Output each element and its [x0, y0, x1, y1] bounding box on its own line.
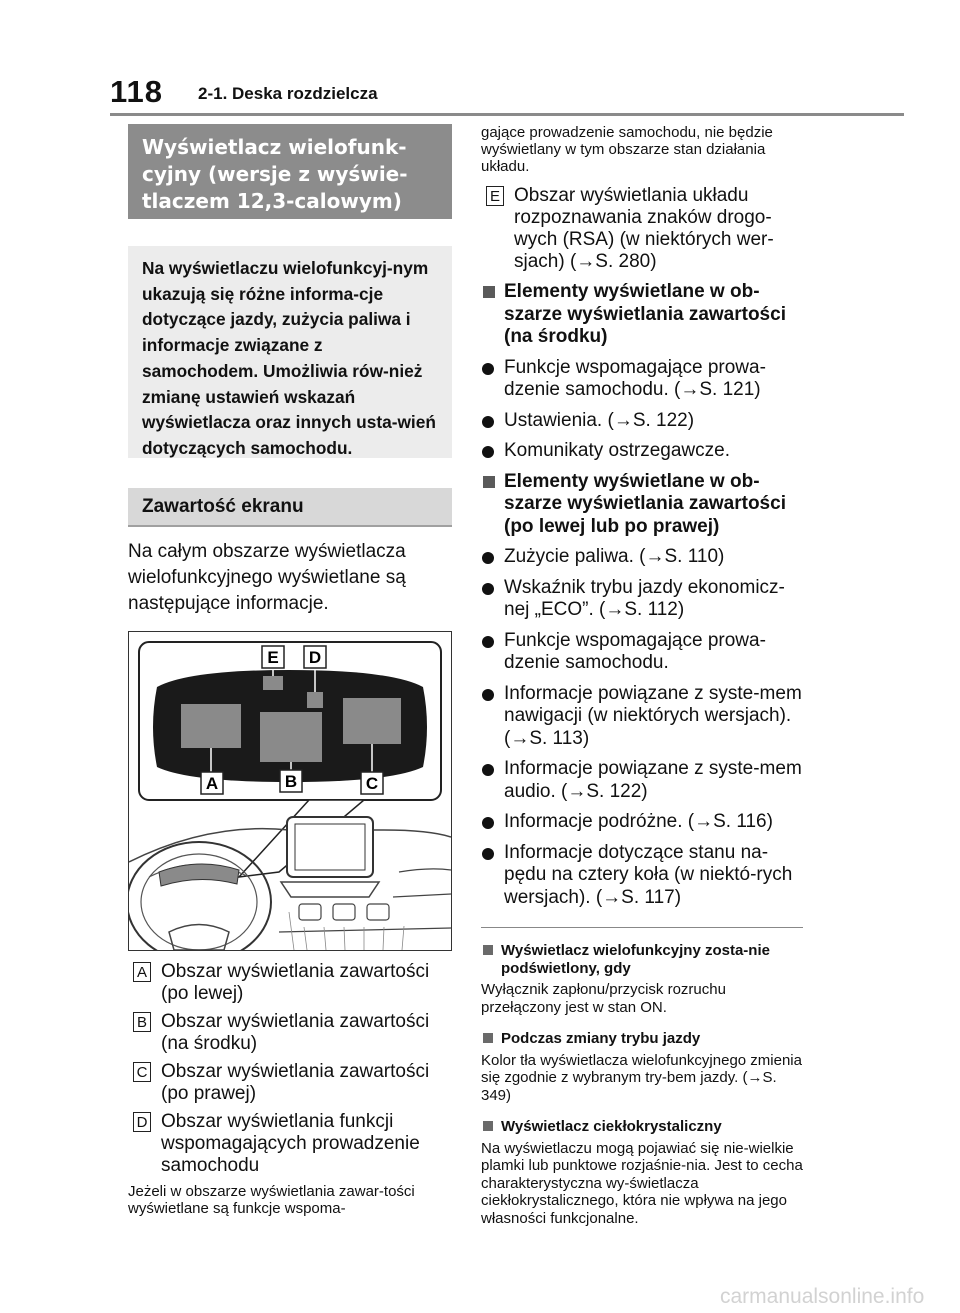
- note-heading: Wyświetlacz ciekłokrystaliczny: [481, 1118, 806, 1136]
- left-column: [128, 124, 452, 1217]
- list-item: Informacje podróżne. (→S. 116): [481, 811, 806, 834]
- header-rule: [110, 113, 904, 116]
- legend-text: Obszar wyświetlania funkcji wspomagających prowadzenie samochodu: [161, 1111, 420, 1176]
- dashboard-drawing: [129, 632, 451, 950]
- bullet-icon: [482, 764, 494, 776]
- heading-center-area: Elementy wyświetlane w ob-szarze wyświetlania zawartości (na środku): [481, 281, 806, 349]
- square-bullet-icon: [483, 945, 493, 955]
- heading-side-area: Elementy wyświetlane w ob-szarze wyświetlania zawartości (po lewej lub po prawej): [481, 471, 806, 539]
- square-bullet-icon: [483, 286, 495, 298]
- topic-title: Wyświetlacz wielofunk-cyjny (wersje z wyświe-tlaczem 12,3-calowym): [128, 124, 452, 219]
- square-bullet-icon: [483, 476, 495, 488]
- note-heading: Wyświetlacz wielofunkcyjny zosta-nie podświetlony, gdy: [481, 942, 806, 977]
- list-item: Informacje powiązane z syste-mem audio. (→S. 122): [481, 758, 806, 803]
- area-b: [260, 712, 322, 762]
- dashboard-illustration: [128, 631, 452, 951]
- legend-text: Obszar wyświetlania zawartości (po prawej): [161, 1061, 430, 1104]
- legend-text: Obszar wyświetlania zawartości (po lewej): [161, 961, 430, 1004]
- square-bullet-icon: [483, 1121, 493, 1131]
- label-b: B: [284, 772, 298, 791]
- note-text: Na wyświetlaczu mogą pojawiać się nie-wielkie plamki lub punktowe rozjaśnie-nia. Jest to cecha charakterystyczna wy-świetlacza ciekłokrystalicznego, która nie wpływa na jego własności funkcjonalne.: [481, 1139, 803, 1227]
- list-item: Informacje dotyczące stanu na-pędu na cztery koła (w niektó-rych wersjach). (→S. 117): [481, 842, 806, 910]
- bullet-icon: [482, 363, 494, 375]
- bullet-icon: [482, 552, 494, 564]
- list-item: Informacje powiązane z syste-mem nawigacji (w niektórych wersjach). (→S. 113): [481, 683, 806, 751]
- area-a: [181, 704, 241, 748]
- body-paragraph: Na całym obszarze wyświetlacza wielofunkcyjnego wyświetlane są następujące informacje.: [128, 541, 406, 614]
- legend-list: [128, 961, 452, 1177]
- divider: [481, 927, 803, 928]
- intro-box: Na wyświetlaczu wielofunkcyj-nym ukazują się różne informa-cje dotyczące jazdy, zużycia paliwa i informacje związane z samochodem. Umożliwia rów-nież zmianę ustawień wskazań wyświetlacza oraz innych usta-wień dotyczących samochodu.: [128, 246, 452, 458]
- bullet-icon: [482, 636, 494, 648]
- page-number: 118: [110, 74, 164, 109]
- page-header: [0, 0, 960, 116]
- letter-box: C: [133, 1062, 151, 1082]
- legend-text: Obszar wyświetlania układu rozpoznawania znaków drogo-wych (RSA) (w niektórych wer-sjach) (→S. 280): [514, 185, 774, 272]
- list-item: Komunikaty ostrzegawcze.: [481, 440, 806, 463]
- note-text: Jeżeli w obszarze wyświetlania zawar-tości wyświetlane są funkcje wspoma-: [128, 1183, 415, 1217]
- label-a: A: [205, 774, 219, 793]
- bullet-icon: [482, 583, 494, 595]
- section-title: 2-1. Deska rozdzielcza: [198, 84, 378, 103]
- legend-text: Obszar wyświetlania zawartości (na środku): [161, 1011, 430, 1054]
- note-text: Wyłącznik zapłonu/przycisk rozruchu przełączony jest w stan ON.: [481, 981, 726, 1016]
- letter-box: E: [486, 186, 504, 206]
- bullet-icon: [482, 689, 494, 701]
- letter-box: D: [133, 1112, 151, 1132]
- note-text: Kolor tła wyświetlacza wielofunkcyjnego zmienia się zgodnie z wybranym try-bem jazdy. (→S. 349): [481, 1051, 802, 1104]
- note-heading: Podczas zmiany trybu jazdy: [481, 1030, 806, 1048]
- legend-item-d: [128, 1111, 452, 1177]
- bullet-icon: [482, 848, 494, 860]
- bullet-icon: [482, 446, 494, 458]
- list-item: Zużycie paliwa. (→S. 110): [481, 546, 806, 569]
- list-item: Wskaźnik trybu jazdy ekonomicz-nej „ECO”. (→S. 112): [481, 577, 806, 622]
- area-c: [343, 698, 401, 744]
- note-continuation: gające prowadzenie samochodu, nie będzie wyświetlany w tym obszarze stan działania układu.: [481, 124, 773, 175]
- area-e: [263, 676, 283, 690]
- label-c: C: [365, 774, 379, 793]
- watermark: carmanualsonline.info: [720, 1285, 925, 1308]
- right-column: [481, 124, 806, 1227]
- label-d: D: [308, 648, 322, 667]
- area-d: [307, 692, 323, 708]
- bullet-icon: [482, 817, 494, 829]
- list-item: Ustawienia. (→S. 122): [481, 410, 806, 433]
- subheading: Zawartość ekranu: [128, 488, 452, 527]
- list-item: Funkcje wspomagające prowa-dzenie samochodu.: [481, 630, 806, 675]
- legend-item-e: [481, 185, 806, 273]
- legend-item-b: [128, 1011, 452, 1055]
- list-item: Funkcje wspomagające prowa-dzenie samochodu. (→S. 121): [481, 357, 806, 402]
- bullet-icon: [482, 416, 494, 428]
- letter-box: A: [133, 962, 151, 982]
- legend-item-c: [128, 1061, 452, 1105]
- square-bullet-icon: [483, 1033, 493, 1043]
- label-e: E: [267, 648, 279, 667]
- legend-item-a: [128, 961, 452, 1005]
- letter-box: B: [133, 1012, 151, 1032]
